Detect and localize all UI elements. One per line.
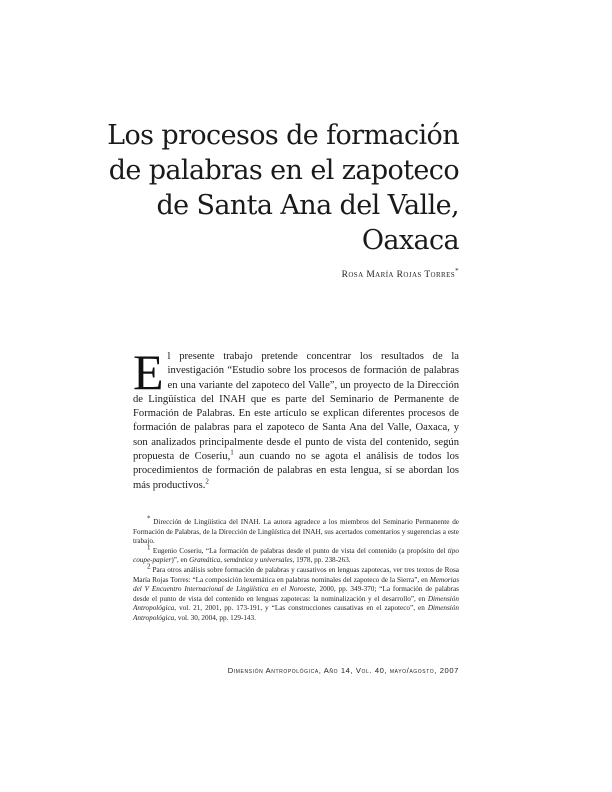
footnotes: [133, 514, 459, 624]
title-line-3: de Santa Ana del Valle,: [156, 190, 459, 221]
title-line-4: Oaxaca: [361, 225, 459, 256]
author-footnote-mark: *: [455, 266, 459, 275]
footnote-1-mark: 1: [147, 543, 151, 552]
body-paragraph: [133, 344, 459, 493]
footnote-2: [133, 562, 459, 624]
running-footer: Dimensión Antropológica, Año 14, Vol. 40, mayo/agosto, 2007: [227, 666, 459, 675]
footnote-2-italic-b: Dimensión Antropológica: [133, 594, 459, 613]
footnote-2-italic-a: Memorias del V Encuentro Internacional de Lingüística en el Noroeste: [133, 575, 459, 594]
footnote-ref-1: 1: [230, 448, 234, 457]
drop-cap: E: [133, 344, 164, 400]
footnote-1-text-b: )”, en: [171, 556, 190, 565]
footnote-0-text: Dirección de Lingüística del INAH. La autora agradece a los miembros del Seminario Permanente de Formación de Palabras, de la Dirección de Lingüística del INAH, sus acertados comentarios y sugerencias a este trabajo.: [133, 518, 459, 546]
body-text-part-2: aun cuando no se agota el análisis de todos los procedimientos de formación de palabras en esta lengua, sí se abordan los más productivos.: [133, 451, 459, 491]
article-title: [79, 118, 459, 258]
footnote-0: [133, 514, 459, 547]
footnote-1-text-c: , 1978, pp. 238-263.: [292, 556, 351, 565]
footnote-2-text-c: , vol. 21, 2001, pp. 173-191, y “Las construcciones causativas en el zapoteco”, en: [174, 604, 428, 613]
footnote-2-text-d: , vol. 30, 2004, pp. 129-143.: [174, 613, 256, 622]
footnote-2-text-a: Para otros análisis sobre formación de palabras y causativos en lenguas zapotecas, ver tres textos de Rosa María Rojas Torres: “La composición lexemática en palabras nominales del zapoteco de la Sierra”, en: [133, 565, 459, 584]
footnote-2-italic-c: Dimensión Antropológica: [133, 604, 459, 622]
footnote-2-mark: 2: [147, 562, 151, 571]
author-text: Rosa María Rojas Torres: [341, 270, 456, 280]
footnote-ref-2: 2: [205, 477, 209, 486]
footnote-1-text-a: Eugenio Coseriu, “La formación de palabras desde el punto de vista del contenido (a propósito del: [150, 546, 448, 555]
footnote-1-italic-a: tipo coupe-papier: [133, 546, 459, 565]
footnote-1: [133, 543, 459, 566]
body-text-part-1: l presente trabajo pretende concentrar los resultados de la investigación “Estudio sobre los procesos de formación de palabras en una variante del zapoteco del Valle”, un proyecto de la Dirección de Lingüística del INAH que es parte del Seminario de Permanente de Formación de Palabras. En este artículo se explican diferentes procesos de formación de palabras para el zapoteco de Santa Ana del Valle, Oaxaca, y son analizados principalmente desde el punto de vista del contenido, según propuesta de Coseriu,: [133, 351, 459, 463]
footnote-1-italic-b: Gramática, semántica y universales: [189, 556, 293, 565]
title-line-2: de palabras en el zapoteco: [108, 155, 459, 186]
footnote-0-mark: *: [147, 514, 151, 523]
title-line-1: Los procesos de formación: [107, 120, 459, 151]
author-name: [341, 266, 459, 280]
footnote-2-text-b: , 2000, pp. 349-370; “La formación de palabras desde el punto de vista del contenido en lenguas zapotecas: la nominalización y el desarrollo”, en: [133, 585, 459, 603]
